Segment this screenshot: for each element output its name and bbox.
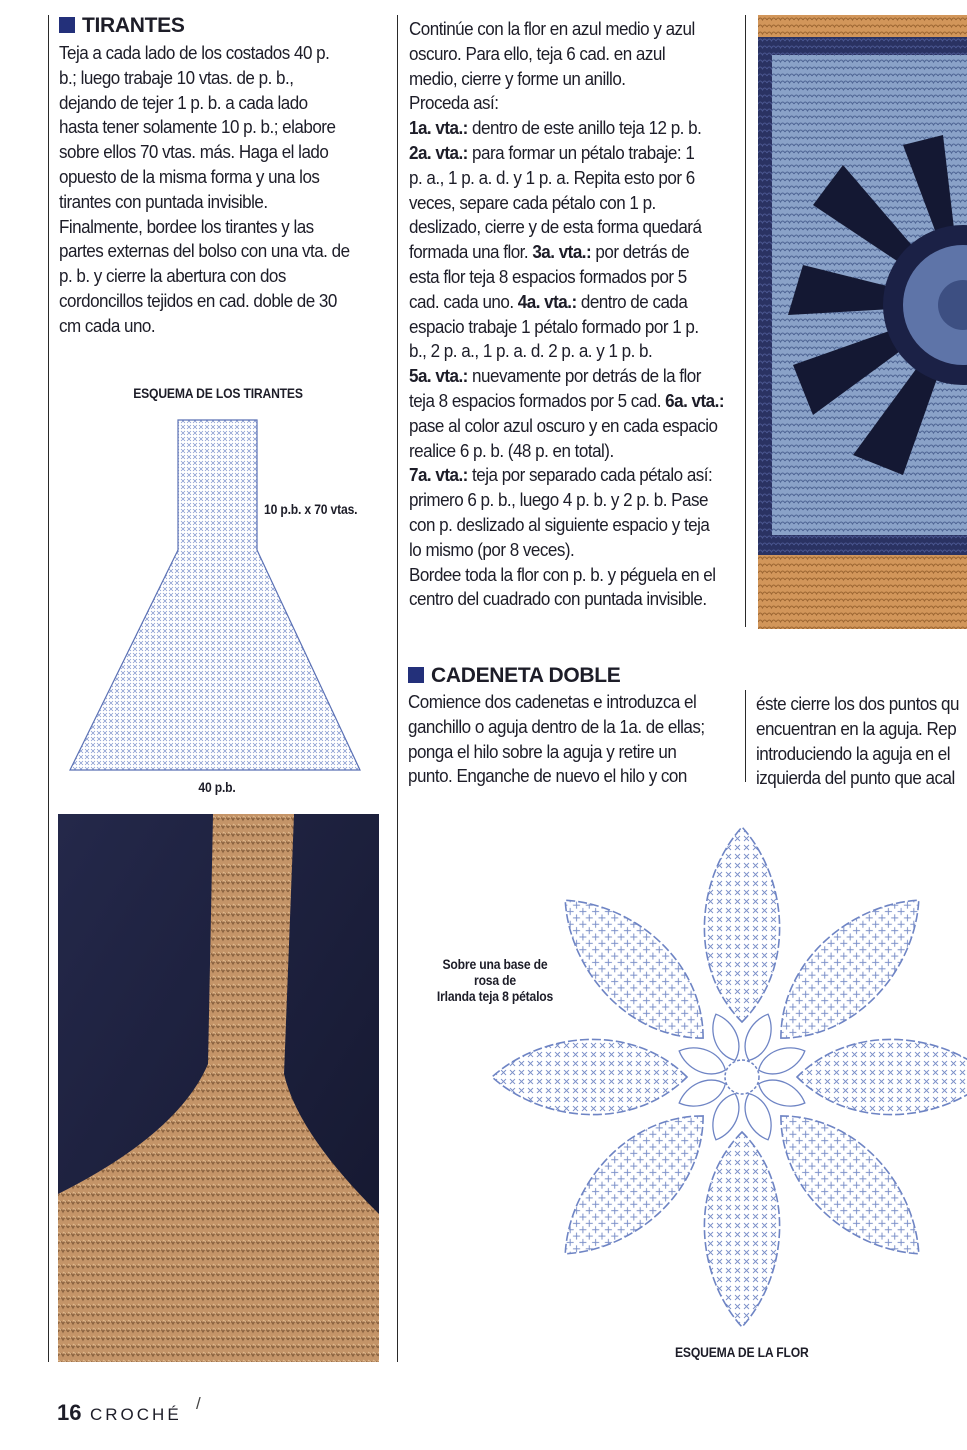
flower-photo — [758, 15, 967, 629]
text-line: b.; luego trabaje 10 vtas. de p. b., — [59, 66, 294, 88]
text-line: Comience dos cadenetas e introduzca el — [408, 691, 697, 712]
text-line — [409, 17, 724, 42]
text-line: sobre ellos 70 vtas. más. Haga el lado — [59, 141, 329, 163]
text-segment: deslizado, cierre y de esta forma quedará — [409, 216, 702, 238]
text-line — [409, 563, 724, 588]
text-line: izquierda del punto que acal — [756, 767, 955, 789]
text-line — [409, 116, 724, 141]
text-line: ponga el hilo sobre la aguja y retire un — [408, 740, 677, 762]
text-segment: esta flor teja 8 espacios formados por 5 — [409, 265, 687, 287]
text-line — [409, 91, 724, 116]
text-line — [409, 191, 724, 216]
text-line — [409, 439, 724, 464]
flower-diagram-note-line: rosa de — [474, 973, 516, 988]
strap-photo — [58, 814, 379, 1362]
text-line: p. b. y cierre la abertura con dos — [59, 265, 286, 287]
cadeneta-continued-text — [756, 692, 959, 791]
text-line — [409, 166, 724, 191]
flower-petal — [492, 1039, 687, 1114]
flower-center-ring — [725, 1060, 759, 1094]
column-rule-middle — [397, 15, 398, 1362]
text-segment: p. a., 1 p. a. d. y 1 p. a. Repita esto por 6 — [409, 166, 695, 188]
round-label: 7a. vta.: — [409, 464, 468, 486]
text-line — [409, 67, 724, 92]
text-line — [409, 141, 724, 166]
flower-diagram-note-line: Irlanda teja 8 pétalos — [436, 989, 554, 1004]
text-line — [409, 538, 724, 563]
text-line: cm cada uno. — [59, 314, 156, 336]
text-line — [409, 215, 724, 240]
text-line: tirantes con puntada invisible. — [59, 190, 268, 212]
text-line — [409, 513, 724, 538]
flower-diagram-note-line: Sobre una base de — [442, 957, 548, 972]
text-segment: Bordee toda la flor con p. b. y péguela en el — [409, 563, 716, 585]
text-line — [409, 265, 724, 290]
footer-slash-mark: / — [196, 1394, 201, 1413]
text-segment: por detrás de — [591, 241, 690, 263]
text-line — [409, 364, 724, 389]
section-heading-tirantes: TIRANTES — [59, 14, 185, 38]
round-label: 6a. vta.: — [665, 389, 724, 411]
text-segment: realice 6 p. b. (48 p. en total). — [409, 439, 614, 461]
text-line — [409, 315, 724, 340]
tirantes-body-text — [59, 41, 350, 339]
text-segment: b., 2 p. a., 1 p. a. d. 2 p. a. y 1 p. b. — [409, 340, 653, 362]
text-line — [409, 240, 724, 265]
text-segment: cad. cada uno. — [409, 290, 518, 312]
text-line: éste cierre los dos puntos qu — [756, 693, 959, 714]
text-segment: pase al color azul oscuro y en cada espacio — [409, 414, 718, 436]
text-line: Teja a cada lado de los costados 40 p. — [59, 42, 330, 63]
column-rule-left — [48, 15, 49, 1362]
text-segment: lo mismo (por 8 veces). — [409, 538, 575, 560]
text-line: encuentran en la aguja. Rep — [756, 717, 957, 739]
text-line: ganchillo o aguja dentro de la 1a. de ellas; — [408, 715, 705, 737]
round-label: 5a. vta.: — [409, 365, 468, 387]
heading-square-icon — [408, 667, 424, 683]
flower-petal — [754, 874, 945, 1065]
text-line: Finalmente, bordee los tirantes y las — [59, 215, 314, 237]
text-line: hasta tener solamente 10 p. b.; elabore — [59, 116, 336, 138]
round-label: 1a. vta.: — [409, 117, 468, 139]
flower-petal — [704, 1132, 779, 1327]
text-segment: Continúe con la flor en azul medio y azul — [409, 18, 695, 39]
text-segment: dentro de este anillo teja 12 p. b. — [467, 117, 702, 139]
text-segment: medio, cierre y forme un anillo. — [409, 67, 626, 89]
text-segment: formada una flor. — [409, 241, 533, 263]
strap-diagram-shape — [70, 420, 360, 770]
text-segment: con p. deslizado al siguiente espacio y teja — [409, 513, 710, 535]
text-line: punto. Enganche de nuevo el hilo y con — [408, 765, 687, 787]
text-segment: para formar un pétalo trabaje: 1 — [467, 141, 695, 163]
text-segment: centro del cuadrado con puntada invisible. — [409, 588, 707, 610]
text-line — [409, 290, 724, 315]
flower-petal — [797, 1039, 967, 1114]
text-line: cordoncillos tejidos en cad. doble de 30 — [59, 289, 337, 311]
flower-petal — [704, 827, 779, 1022]
strap-diagram — [60, 412, 380, 777]
text-line: dejando de tejer 1 p. b. a cada lado — [59, 91, 308, 113]
strap-diagram-label-stitches: 40 p.b. — [198, 780, 236, 795]
text-line — [409, 339, 724, 364]
strap-diagram-title: ESQUEMA DE LOS TIRANTES — [133, 386, 303, 401]
text-line — [409, 389, 724, 414]
text-line — [409, 463, 724, 488]
magazine-name: CROCHÉ — [90, 1405, 182, 1424]
heading-square-icon — [59, 17, 75, 33]
flower-petal — [539, 1089, 730, 1280]
text-segment: oscuro. Para ello, teja 6 cad. en azul — [409, 42, 666, 64]
column-rule-right-bottom — [745, 690, 746, 782]
text-segment: teja por separado cada pétalo así: — [467, 464, 713, 486]
cadeneta-body-text — [408, 690, 705, 789]
column-rule-right-top — [745, 15, 746, 627]
section-heading-cadeneta: CADENETA DOBLE — [408, 664, 620, 688]
text-segment: nuevamente por detrás de la flor — [467, 365, 701, 387]
flower-instructions-text — [409, 17, 724, 612]
text-segment: Proceda así: — [409, 92, 499, 114]
round-label: 4a. vta.: — [517, 290, 577, 312]
text-segment: dentro de cada — [576, 290, 688, 312]
text-line: opuesto de la misma forma y una los — [59, 165, 320, 187]
text-segment: espacio trabaje 1 pétalo formado por 1 p. — [409, 315, 699, 337]
text-line — [409, 414, 724, 439]
flower-petal — [754, 1089, 945, 1280]
round-label: 2a. vta.: — [409, 141, 468, 163]
flower-diagram — [480, 815, 967, 1345]
text-line: introduciendo la aguja en el — [756, 742, 951, 764]
flower-diagram-title: ESQUEMA DE LA FLOR — [675, 1345, 809, 1360]
text-line — [409, 42, 724, 67]
round-label: 3a. vta.: — [532, 241, 592, 263]
text-line — [409, 587, 724, 612]
text-line — [409, 488, 724, 513]
strap-diagram-label-rows: 10 p.b. x 70 vtas. — [264, 502, 358, 517]
text-line: partes externas del bolso con una vta. de — [59, 240, 350, 262]
flower-petal — [539, 874, 730, 1065]
text-segment: veces, separe cada pétalo con 1 p. — [409, 191, 656, 213]
page-number: 16 — [57, 1400, 82, 1425]
text-segment: teja 8 espacios formados por 5 cad. — [409, 389, 666, 411]
text-segment: primero 6 p. b., luego 4 p. b. y 2 p. b. Pase — [409, 489, 708, 511]
